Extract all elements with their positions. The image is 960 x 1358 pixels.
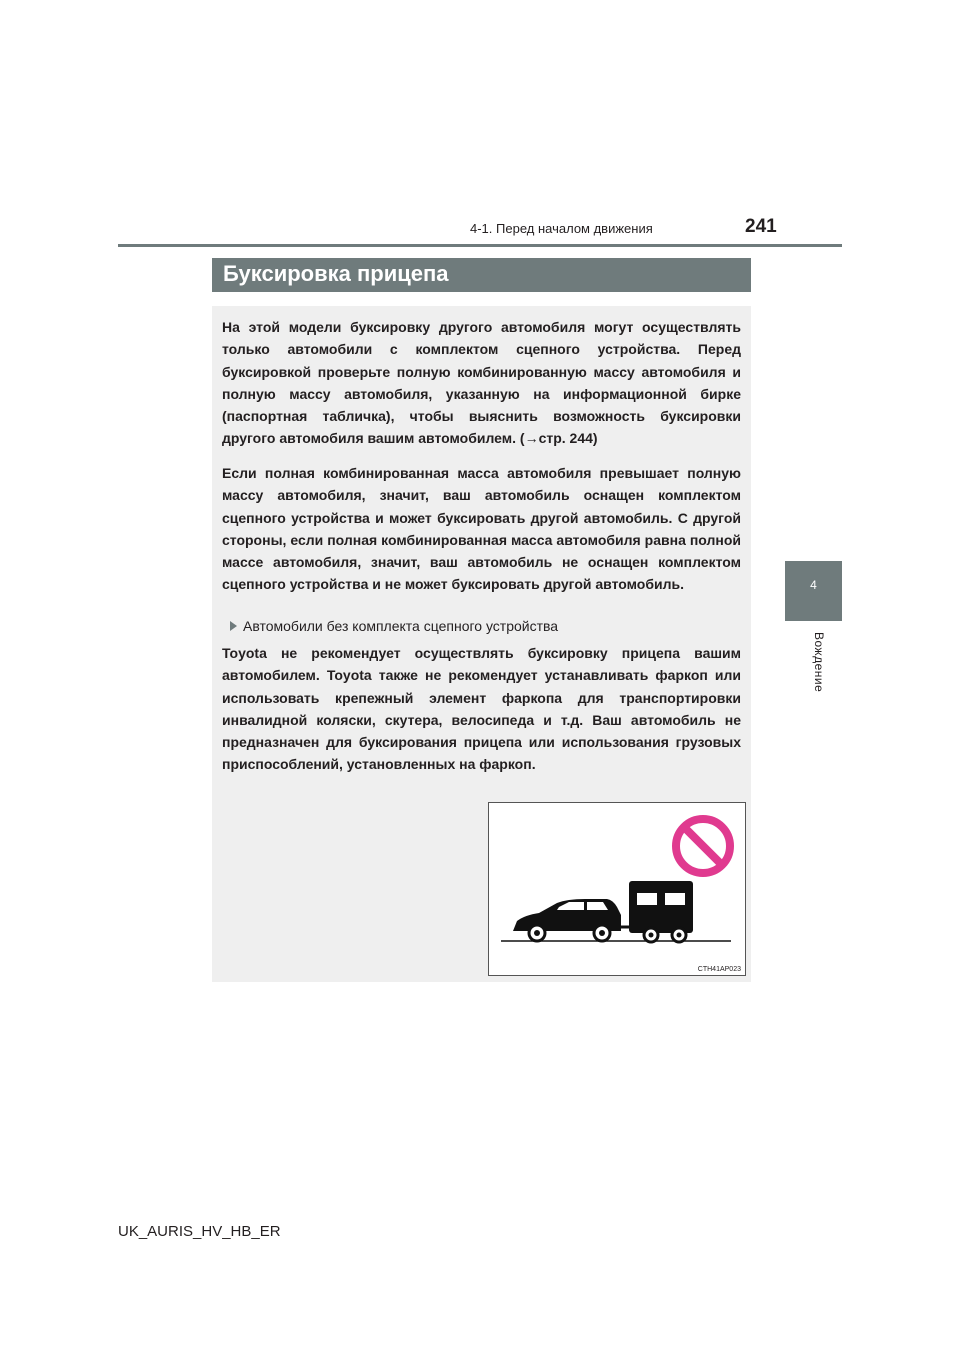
chapter-tab xyxy=(785,561,842,621)
car-silhouette xyxy=(513,899,621,941)
paragraph-toyota-recommendation: Toyota не рекомендует осуществлять буксировку прицепа вашим автомобилем. Toyota также не рекомендует устанавливать фаркоп или использовать крепежный элемент фаркопа для транспортировки инвалидной коляски, скутера, велосипеда и т.д. Ваш автомобиль не предназначен для буксирования прицепа или использования грузовых приспособлений, установленных на фаркоп. xyxy=(222,645,741,773)
content-box xyxy=(212,306,751,982)
footer-model-code: UK_AURIS_HV_HB_ER xyxy=(118,1223,281,1240)
illustration-svg xyxy=(489,803,745,975)
section-title: Буксировка прицепа xyxy=(223,261,449,286)
triangle-bullet-icon xyxy=(230,621,237,631)
chapter-tab-label: Вождение xyxy=(812,632,826,693)
paragraph-mass-comparison: Если полная комбинированная масса автомобиля превышает полную массу автомобиля, значит, ваш автомобиль оснащен комплектом сцепного устройства и может буксировать другой автомобиль. С другой стороны, если полная комбинированная масса автомобиля равна полной массе автомобиля, значит, ваш автомобиль не оснащен комплектом сцепного устройства и не может буксировать другой автомобиль. xyxy=(222,465,741,593)
section-title-bar xyxy=(212,258,751,292)
page-number: 241 xyxy=(745,216,777,237)
bullet-text: Автомобили без комплекта сцепного устройства xyxy=(243,618,559,634)
bullet-item xyxy=(230,618,558,634)
paragraph-towing-capability: На этой модели буксировку другого автомобиля могут осуществлять только автомобили с комплектом сцепного устройства. Перед буксировкой проверьте полную комбинированную массу автомобиля и полную массу автомобиля, указанную на информационной бирке (паспортная табличка), чтобы выяснить возможность буксировки другого автомобиля вашим автомобилем. (→стр. 244) xyxy=(222,319,741,447)
prohibition-icon xyxy=(676,819,730,873)
trailer-silhouette xyxy=(629,881,693,942)
chapter-tab-number: 4 xyxy=(810,578,817,592)
section-reference: 4-1. Перед началом движения xyxy=(470,221,653,236)
towing-prohibited-illustration xyxy=(488,802,746,976)
figure-code: CTH41AP023 xyxy=(697,966,741,973)
header-divider xyxy=(118,244,842,247)
